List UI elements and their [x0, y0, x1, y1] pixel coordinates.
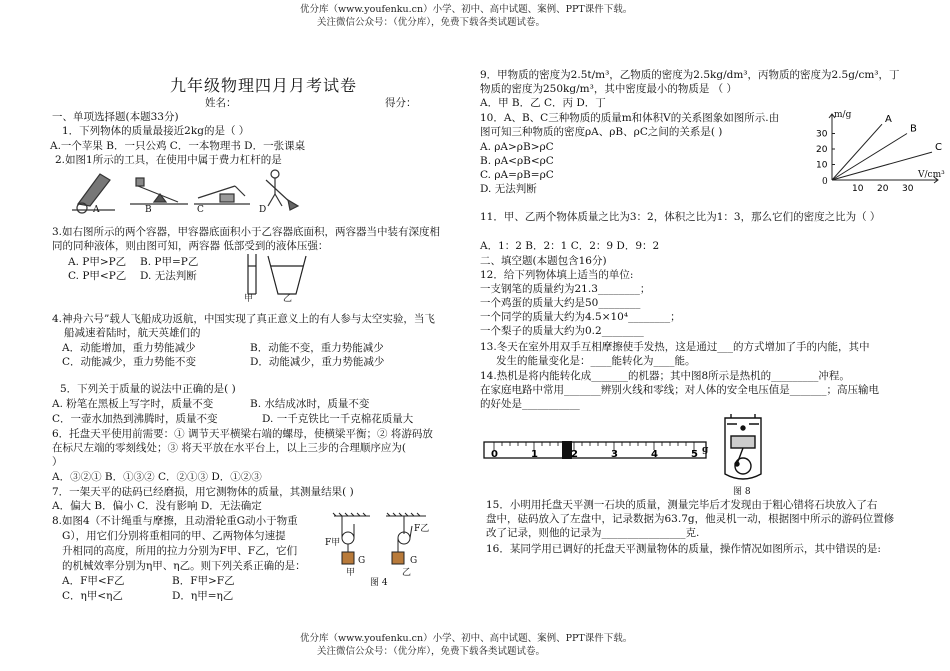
mv-series-label-a: A [885, 114, 892, 126]
mv-origin: 0 [822, 177, 828, 187]
ruler-label-2: 2 [571, 449, 578, 460]
q15-line-1: 15．小明用托盘天平测一石块的质量，测量完毕后才发现由于粗心错将石块放入了右 [486, 499, 878, 511]
q3-option-b: B. P甲=P乙 [140, 256, 199, 268]
q10-option-c: C. ρA=ρB=ρC [480, 169, 554, 181]
mv-series-line-a [832, 124, 882, 180]
q8-option-d: D．η甲=η乙 [172, 590, 234, 602]
q5-option-d: D. 一千克铁比一千克棉花质量大 [262, 413, 414, 425]
q8-option-b: B．F甲>F乙 [172, 575, 235, 587]
q7-stem: 7．一架天平的砝码已经磨损，用它测物体的质量，其测量结果( ) [52, 486, 354, 498]
footer-line-2: 关注微信公众号：（优分库），免费下载各类试题试卷。 [317, 646, 546, 657]
q14-line-2: 在家庭电路中常用_______辨别火线和零线；对人体的安全电压值是_______；高压输电 [480, 384, 879, 396]
q13-line-2: 发生的能量变化是：____能转化为____能。 [496, 355, 696, 367]
ruler-unit: g [702, 445, 709, 455]
q13-line-1: 13.冬天在室外用双手互相摩擦使手发热，这是通过___的方式增加了手的内能，其中 [480, 341, 870, 353]
engine-figure [715, 414, 771, 484]
container-jia-label: 甲 [244, 294, 254, 304]
q3-option-a: A. P甲>P乙 [68, 256, 127, 268]
q11-options: A．1：2 B．2：1 C．2：9 D．9：2 [480, 240, 660, 252]
q5-option-c: C．一壶水加热到沸腾时，质量不变 [52, 413, 218, 425]
pulley-jia-label: 甲 [346, 568, 356, 578]
mv-series-label-c: C [935, 142, 942, 154]
section-2-title: 二、填空题(本题包含16分) [480, 255, 607, 267]
q7-options: A．偏大 B．偏小 C．没有影响 D．无法确定 [52, 500, 262, 512]
q4-line-2: 船减速着陆时，航天英雄们的 [64, 327, 201, 339]
q9-line-1: 9．甲物质的密度为2.5t/m³，乙物质的密度为2.5kg/dm³，丙物质的密度为2.5g/cm³，丁 [480, 69, 900, 81]
fig4-caption: 图 4 [370, 578, 388, 588]
mv-x-tick-20: 20 [877, 184, 889, 194]
g-yi-label: G [410, 556, 418, 566]
q12-stem: 12．给下列物体填上适当的单位: [480, 269, 634, 281]
q1-options: A.一个苹果 B．一只公鸡 C．一本物理书 D．一张课桌 [50, 140, 306, 152]
q4-option-d: D．动能减少，重力势能减少 [250, 356, 385, 368]
ruler-label-0: 0 [491, 449, 498, 460]
q2-stem: 2.如图1所示的工具，在使用中属于费力杠杆的是 [55, 154, 282, 166]
q8-line-3: 升相同的高度，所用的拉力分别为F甲、F乙，它们 [62, 545, 298, 557]
q3-line-1: 3.如右图所示的两个容器，甲容器底面积小于乙容器底面积，两容器当中装有深度相 [52, 226, 441, 238]
g-jia-label: G [358, 556, 366, 566]
ruler-label-4: 4 [651, 449, 658, 460]
q3-option-d: D. 无法判断 [140, 270, 197, 282]
q12-a: 一支钢笔的质量约为21.3________； [480, 283, 651, 295]
q2-fig-label-d: D [259, 205, 267, 215]
pulley-figure [330, 512, 430, 582]
mv-series-label-b: B [910, 123, 917, 135]
q4-option-a: A．动能增加，重力势能减少 [62, 342, 196, 354]
mv-series-line-c [832, 152, 932, 180]
q6-line-3: ） [52, 456, 63, 468]
q9-options: A．甲 B．乙 C．丙 D．丁 [480, 97, 606, 109]
f-jia-label: F甲 [325, 538, 341, 548]
q4-option-c: C．动能减少，重力势能不变 [62, 356, 197, 368]
q12-b: 一个鸡蛋的质量大约是50________ [480, 297, 641, 309]
mv-x-tick-10: 10 [852, 184, 864, 194]
q8-option-c: C．η甲<η乙 [62, 590, 123, 602]
mv-chart [812, 110, 947, 198]
f-yi-label: F乙 [414, 524, 430, 534]
q5-option-a: A. 粉笔在黑板上写字时，质量不变 [52, 398, 214, 410]
q8-line-2: G），用它们分别将重相同的甲、乙两物体匀速提 [62, 530, 286, 542]
mv-xlabel: V/cm³ [918, 170, 945, 180]
ruler-label-1: 1 [531, 449, 538, 460]
q4-line-1: 4.神舟六号”载人飞船成功返航，中国实现了真正意义上的有人参与太空实验，当飞 [52, 313, 435, 325]
container-yi-label: 乙 [283, 294, 293, 304]
q6-line-2: 在标尺左端的零刻线处；③ 将天平放在水平台上，以上三步的合理顺序应为( [52, 442, 406, 454]
q6-options: A．③②① B．①③② C．②①③ D．①②③ [52, 471, 262, 483]
footer-line-1: 优分库（www.youfenku.cn）小学、初中、高中试题、案例、PPT课件下载。 [300, 633, 633, 644]
q15-line-2: 盘中，砝码放入了左盘中，记录数据为63.7g，他灵机一动，根据图中所示的游码位置修 [486, 513, 895, 525]
exam-title: 九年级物理四月月考试卷 [170, 76, 358, 95]
q10-line-2: 图可知三种物质的密度ρA、ρB、ρC之间的关系是( ) [480, 126, 723, 138]
q2-fig-label-a: A [93, 205, 100, 215]
header-line-1: 优分库（www.youfenku.cn）小学、初中、高中试题、案例、PPT课件下载。 [300, 4, 633, 15]
q15-line-3: 改了记录，则他的记录为________________克. [486, 527, 700, 539]
q10-option-d: D. 无法判断 [480, 183, 537, 195]
q2-fig-label-b: B [145, 205, 152, 215]
q10-option-b: B. ρA<ρB<ρC [480, 155, 554, 167]
pulley-yi-label: 乙 [402, 568, 412, 578]
mv-y-tick-10: 10 [816, 160, 828, 171]
q3-line-2: 同的同种液体，则由图可知，两容器 低部受到的液体压强： [52, 240, 329, 252]
q6-line-1: 6．托盘天平使用前需要：① 调节天平横梁右端的螺母，使横梁平衡；② 将游码放 [52, 428, 433, 440]
q4-option-b: B．动能不变，重力势能减少 [250, 342, 384, 354]
q16-stem: 16．某同学用已调好的托盘天平测量物体的质量，操作情况如图所示，其中错误的是: [486, 543, 881, 555]
balance-ruler [482, 436, 712, 466]
mv-y-tick-30: 30 [816, 129, 828, 140]
mv-y-tick-20: 20 [816, 145, 828, 155]
q8-option-a: A．F甲<F乙 [62, 575, 125, 587]
mv-x-tick-30: 30 [902, 184, 914, 194]
q10-line-1: 10．A、B、C三种物质的质量m和体积V的关系图象如图所示.由 [480, 112, 780, 124]
section-1-title: 一、单项选择题(本题33分) [52, 111, 179, 123]
q14-line-3: 的好处是___________ [480, 398, 580, 410]
q11-stem: 11．甲、乙两个物体质量之比为3：2，体积之比为1：3，那么它们的密度之比为（ ） [480, 211, 881, 223]
q9-line-2: 物质的密度为250kg/m³，其中密度最小的物质是 （ ） [480, 83, 738, 95]
q3-option-c: C. P甲<P乙 [68, 270, 127, 282]
q5-stem: 5．下列关于质量的说法中正确的是( ) [60, 383, 236, 395]
q1-stem: 1．下列物体的质量最接近2kg的是（ ） [62, 125, 250, 137]
mv-series-line-b [832, 134, 907, 181]
ruler-label-3: 3 [611, 449, 618, 460]
q2-fig-label-c: C [197, 205, 204, 215]
q8-line-4: 的机械效率分别为η甲、η乙。则下列关系正确的是： [62, 560, 306, 572]
q12-c: 一个同学的质量大约为4.5×10⁴________； [480, 311, 681, 323]
score-label: 得分： [385, 97, 417, 109]
name-label: 姓名： [205, 97, 237, 109]
mv-ylabel: m/g [834, 110, 852, 120]
q14-line-1: 14.热机是将内能转化成_______的机器；其中图8所示是热机的_________冲程。 [480, 370, 850, 382]
q12-d: 一个梨子的质量大约为0.2________ [480, 325, 644, 337]
ruler-label-5: 5 [691, 449, 698, 460]
q5-option-b: B. 水结成冰时，质量不变 [250, 398, 370, 410]
header-line-2: 关注微信公众号：（优分库），免费下载各类试题试卷。 [317, 17, 546, 28]
q10-option-a: A. ρA>ρB>ρC [480, 141, 554, 153]
fig8-caption: 图 8 [733, 487, 751, 497]
q8-line-1: 8.如图4（不计绳重与摩擦，且动滑轮重G动小于物重 [52, 515, 298, 527]
